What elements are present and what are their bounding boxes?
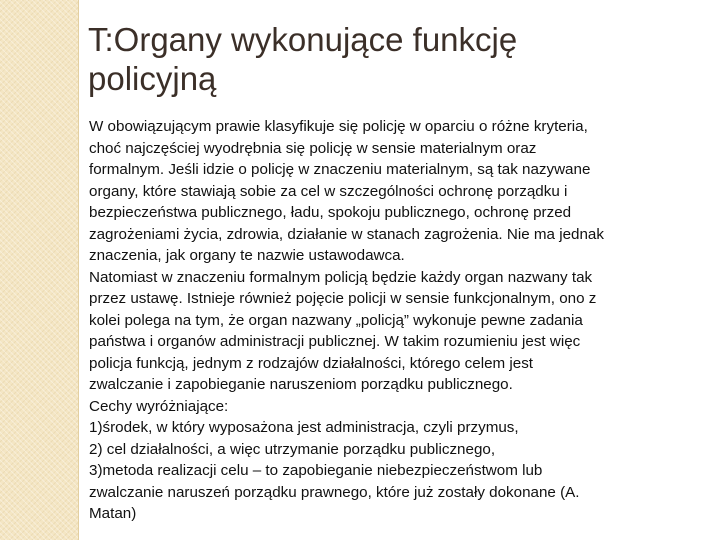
body-line: 1)środek, w który wyposażona jest administracja, czyli przymus, (89, 419, 519, 436)
body-line: 2) cel działalności, a więc utrzymanie porządku publicznego, (89, 440, 496, 458)
slide-title-line: policyjną (88, 60, 217, 97)
body-line: kolei polega na tym, że organ nazwany „policją” wykonuje pewne zadania (89, 311, 583, 329)
body-line: bezpieczeństwa publicznego, ładu, spokoju publicznego, ochronę przed (89, 204, 572, 221)
body-line: formalnym. Jeśli idzie o policję w znaczeniu materialnym, są tak nazywane (89, 161, 591, 178)
slide-body (89, 116, 713, 525)
slide-title (88, 20, 708, 98)
body-line: choć najczęściej wyodrębnia się policję w sensie materialnym oraz (89, 139, 537, 157)
body-line: zwalczanie naruszeń porządku prawnego, które już zostały dokonane (A. (89, 483, 580, 501)
body-line: 3)metoda realizacji celu – to zapobieganie niebezpieczeństwom lub (89, 462, 543, 479)
body-line: W obowiązującym prawie klasyfikuje się policję w oparciu o różne kryteria, (89, 118, 588, 135)
body-line: państwa i organów administracji publicznej. W takim rozumieniu jest więc (89, 333, 581, 350)
body-line: przez ustawę. Istnieje również pojęcie policji w sensie funkcjonalnym, ono z (89, 290, 597, 307)
body-line: policja funkcją, jednym z rodzajów działalności, którego celem jest (89, 354, 534, 372)
body-line: Natomiast w znaczeniu formalnym policją będzie każdy organ nazwany tak (89, 268, 593, 286)
body-line: Cechy wyróżniające: (89, 397, 229, 415)
body-line: zwalczanie i zapobieganie naruszeniom porządku publicznego. (89, 376, 513, 393)
side-divider (78, 0, 79, 540)
body-line: znaczenia, jak organy te nazwie ustawodawca. (89, 247, 405, 264)
decorative-side-band (0, 0, 78, 540)
body-line: organy, które stawiają sobie za cel w szczególności ochronę porządku i (89, 182, 568, 200)
body-line: Matan) (89, 505, 137, 522)
body-line: zagrożeniami życia, zdrowia, działanie w stanach zagrożenia. Nie ma jednak (89, 225, 604, 243)
slide-title-line: T:Organy wykonujące funkcję (88, 21, 518, 58)
